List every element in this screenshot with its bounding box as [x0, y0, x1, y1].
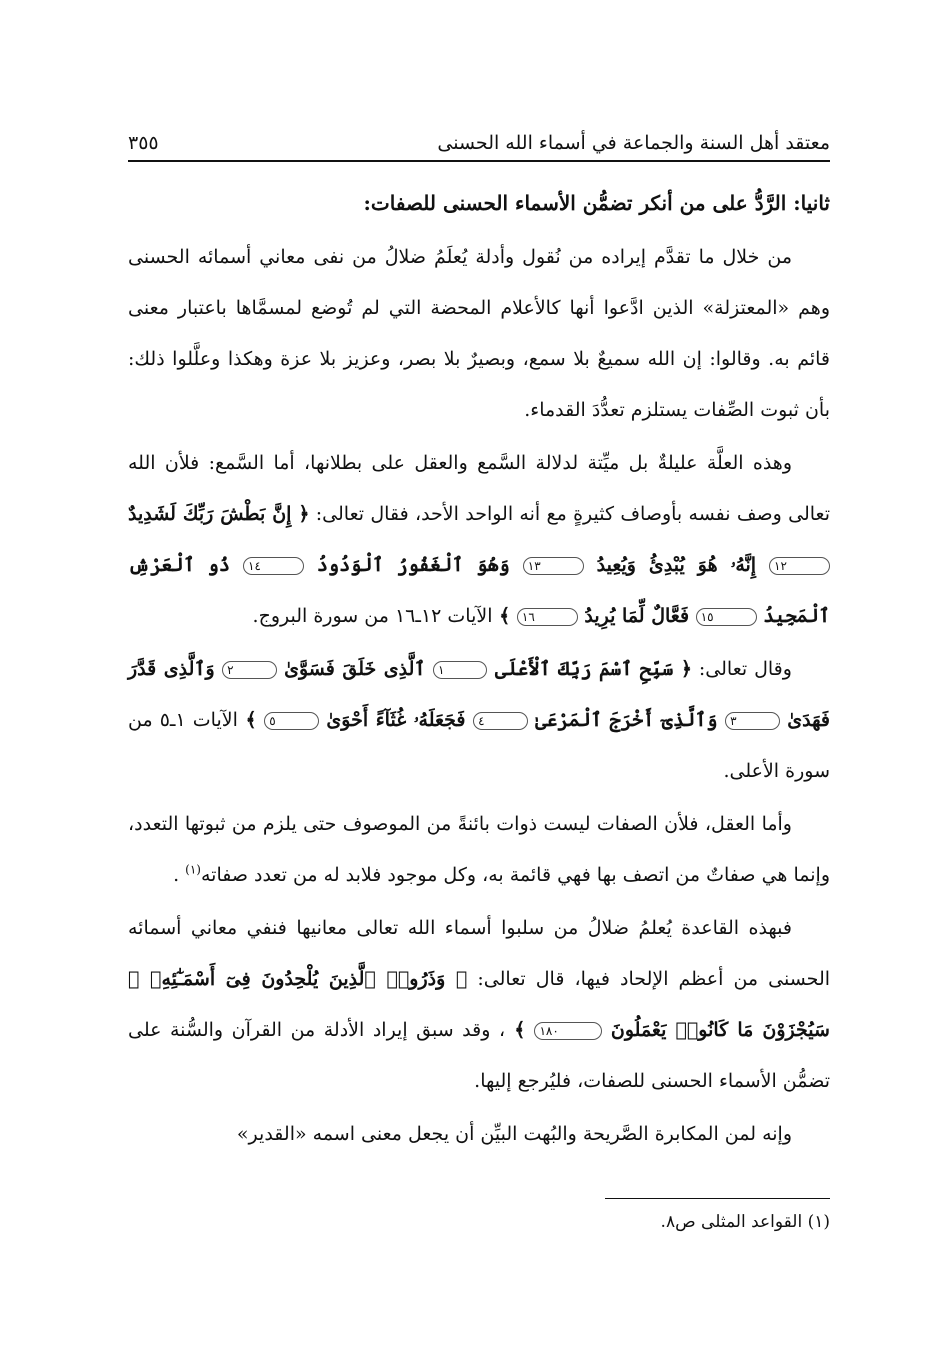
body-text	[128, 232, 830, 1162]
ornate-bracket-open: ﴿	[455, 968, 468, 990]
verse-text: إِنَّهُۥ هُوَ يُبْدِئُ وَيُعِيدُ	[596, 554, 757, 576]
ayah-number: ١	[433, 661, 487, 679]
ornate-bracket-close: ﴾	[499, 605, 511, 627]
paragraph-3-intro: وقال تعالى:	[698, 658, 792, 680]
section-heading: ثانيا: الرَّدُّ على من أنكر تضمُّن الأسماء الحسنى للصفات:	[363, 191, 830, 215]
ayah-number: ٤	[473, 712, 527, 730]
verse-reference: الآيات ١ـ٥ من سورة الأعلى.	[128, 709, 830, 782]
ornate-bracket-close: ﴾	[514, 1019, 526, 1041]
footnote	[128, 1208, 830, 1236]
ayah-number: ٣	[725, 712, 779, 730]
footnote-rule	[605, 1198, 830, 1199]
ayah-number: ٢	[222, 661, 276, 679]
paragraph-4-text: وأما العقل، فلأن الصفات ليست ذوات بائنةً من الموصوف حتى يلزم من ثبوتها التعدد، وإنما هي صفاتٌ من اتصف بها فهي قائمة به، وكل موجود فلابد له من تعدد صفاته	[128, 813, 830, 886]
ayah-number: ١٨٠	[534, 1022, 601, 1040]
footnote-text: القواعد المثلى ص٨.	[660, 1212, 803, 1232]
verse-text: وَٱلَّذِىٓ أَخْرَجَ ٱلْمَرْعَىٰ	[535, 709, 718, 731]
paragraph-6: وإنه لمن المكابرة الصَّريحة والبُهت البيِّن أن يجعل معنى اسمه «القدير»	[236, 1123, 792, 1145]
paragraph-2	[128, 438, 830, 642]
footnote-marker: (١)	[807, 1212, 830, 1232]
paragraph-4	[128, 799, 830, 901]
running-title: معتقد أهل السنة والجماعة في أسماء الله الحسنى	[437, 132, 830, 154]
paragraph-1: من خلال ما تقدَّم إيراده من نُقول وأدلة يُعلَمُ ضلالُ من نفى معاني أسمائه الحسنى وهم «المعتزلة» الذين ادَّعوا أنها كالأعلام المحضة التي لم تُوضع لمسمَّاها باعتبار معنى قائم به. وقالوا: إن الله سميعٌ بلا سمع، وبصيرٌ بلا بصر، وعزيز بلا عزة وهكذا وعلَّلوا ذلك: بأن ثبوت الصِّفات يستلزم تعدُّدَ القدماء.	[128, 246, 830, 421]
page-number: ٣٥٥	[128, 132, 159, 154]
ornate-bracket-open: ﴿	[298, 503, 310, 525]
running-header	[128, 120, 830, 156]
paragraph-2-intro: وهذه العلَّة عليلةٌ بل ميِّتة لدلالة السَّمع والعقل على بطلانها، أما السَّمع: فلأن الله تعالى وصف نفسه بأوصاف كثيرةٍ مع أنه الواحد الأحد، فقال تعالى:	[128, 452, 831, 525]
verse-text: ذُو ٱلْعَرْشِ ٱلْمَجِيدُ	[128, 554, 830, 627]
paragraph-5	[128, 903, 830, 1107]
ornate-bracket-close: ﴾	[245, 709, 257, 731]
ayah-number: ١٢	[769, 557, 830, 575]
verse-text: وَذَرُوا۟ ٱلَّذِينَ يُلْحِدُونَ فِىٓ أَسْمَـٰٓئِهِۦ ۚ سَيُجْزَوْنَ مَا كَانُوا۟ يَعْمَلُونَ	[128, 968, 830, 1041]
verse-text: وَهُوَ ٱلْغَفُورُ ٱلْوَدُودُ	[316, 554, 510, 576]
paragraph-4-end: .	[173, 864, 180, 886]
paragraph-3	[128, 644, 830, 797]
paragraph-5-intro: فبهذه القاعدة يُعلمُ ضلالُ من سلبوا أسماء الله تعالى معانيها فنفي معاني أسمائه الحسنى من أعظم الإلحاد فيها، قال تعالى:	[128, 917, 831, 990]
verse-reference: الآيات ١٢ـ١٦ من سورة البروج.	[252, 605, 493, 627]
header-rule	[128, 160, 830, 162]
ayah-number: ١٣	[523, 557, 584, 575]
verse-text: ٱلَّذِى خَلَقَ فَسَوَّىٰ	[284, 658, 426, 680]
footnote-reference[interactable]: (١)	[185, 862, 201, 877]
ornate-bracket-open: ﴿	[680, 658, 692, 680]
ayah-number: ١٥	[696, 608, 757, 626]
ayah-number: ١٤	[243, 557, 304, 575]
ayah-number: ١٦	[517, 608, 578, 626]
ayah-number: ٥	[264, 712, 318, 730]
verse-text: فَجَعَلَهُۥ غُثَآءً أَحْوَىٰ	[326, 709, 466, 731]
verse-text: إِنَّ بَطْشَ رَبِّكَ لَشَدِيدٌ	[128, 503, 292, 525]
paragraph-5-rest: ، وقد سبق إيراد الأدلة من القرآن والسُّنة على تضمُّن الأسماء الحسنى للصفات، فليُرجع إليها.	[128, 1019, 830, 1092]
verse-text: وَٱلَّذِى قَدَّرَ فَهَدَىٰ	[128, 658, 830, 731]
verse-text: سَبِّحِ ٱسْمَ رَبِّكَ ٱلْأَعْلَى	[494, 658, 674, 680]
verse-text: فَعَّالٌ لِّمَا يُرِيدُ	[584, 605, 690, 627]
